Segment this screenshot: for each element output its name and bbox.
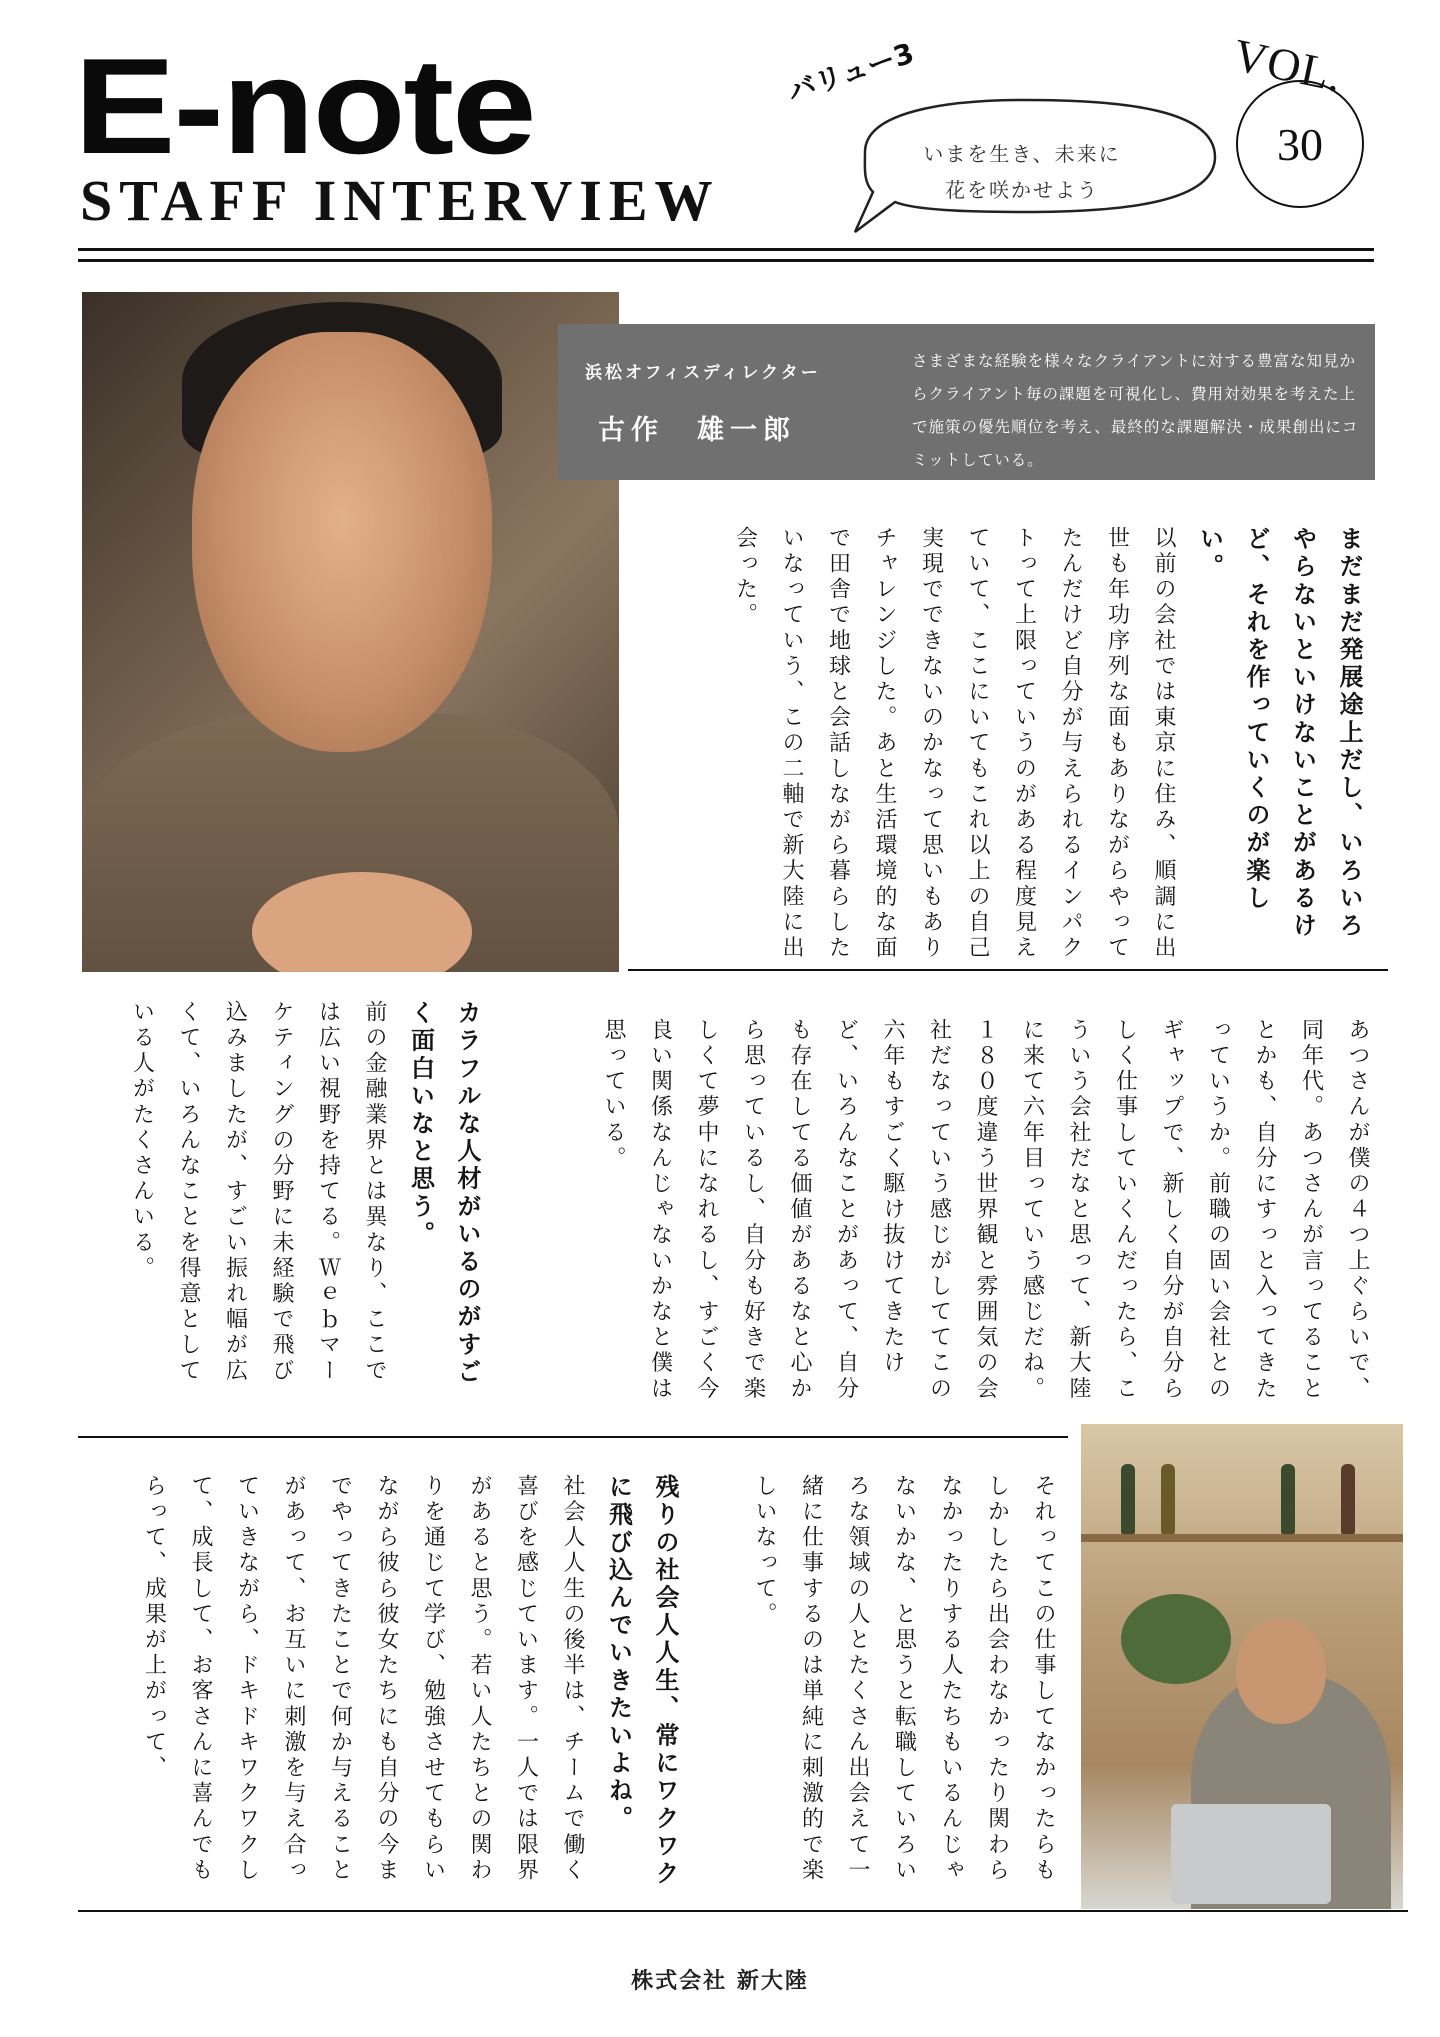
- header-rule-1: [78, 248, 1374, 251]
- header-rule-2: [78, 259, 1374, 262]
- section-5: [60, 1474, 688, 1894]
- motto-line-2: 花を咲かせよう: [945, 178, 1099, 202]
- portrait-photo: [82, 292, 619, 972]
- section-1-heading: まだまだ発展途上だし、いろいろやらないといけないことがあるけど、それを作っていくのが楽しい。: [1195, 526, 1363, 940]
- vol-number: 30: [1236, 80, 1364, 208]
- divider-1: [628, 969, 1388, 971]
- vol-label: VOL.: [1229, 28, 1348, 102]
- section-4: [726, 1474, 1066, 1894]
- section-2-body: あつさんが僕の４つ上ぐらいで、同年代。あつさんが言ってることとかも、自分にすっと入ってきたっていうか。前職の固い会社とのギャップで、新しく自分が自分らしく仕事していくんだったら、こういう会社だなと思って、新大陸に来て六年目っていう感じだね。１８０度違う世界観と雰囲気の会社だなっていう感じがしててこの六年もすごく駆け抜けてきたけど、いろんなことがあって、自分も存在してる価値があるなと心から思っているし、自分も好きで楽しくて夢中になれるし、すごく今良い関係なんじゃないかなと僕は思っている。: [601, 1018, 1370, 1402]
- profile-role: 浜松オフィスディレクター: [585, 363, 821, 383]
- section-1: [632, 526, 1372, 966]
- profile-bio: さまざまな経験を様々なクライアントに対する豊富な知見からクライアント毎の課題を可視化し、費用対効果を考えた上で施策の優先順位を考え、最終的な課題解決・成果創出にコミットしている。: [912, 352, 1359, 469]
- company-name: 株式会社 新大陸: [631, 1969, 809, 1994]
- staff-interview-title: STAFF INTERVIEW: [80, 168, 720, 233]
- section-3-body: 前の金融業界とは異なり、ここでは広い視野を持てる。Ｗｅｂマーケティングの分野に未経験で飛び込みましたが、すごい振れ幅が広くて、いろんなことを得意としている人がたくさんいる。: [129, 1000, 387, 1384]
- profile-name: 古作 雄一郎: [598, 415, 796, 446]
- value-tag: バリュー3: [783, 36, 919, 109]
- motto: [872, 136, 1172, 208]
- speaking-photo: [1081, 1424, 1403, 1909]
- enote-logo: E-note: [74, 30, 535, 182]
- divider-2: [78, 1436, 1068, 1438]
- section-5-heading: 残りの社会人人生、常にワクワクに飛び込んでいきたいよね。: [604, 1474, 679, 1888]
- section-4-body: それってこの仕事してなかったらもしかしたら出会わなかったり関わらなかったりする人たちもいるんじゃないかな、と思うと転職していろいろな領域の人とたくさん出会えて一緒に仕事するのは単純に刺激的で楽しいなって。: [752, 1474, 1056, 1884]
- motto-line-1: いまを生き、未来に: [923, 142, 1121, 166]
- section-2: [550, 1018, 1380, 1418]
- section-5-body: 社会人人生の後半は、チームで働く喜びを感じています。一人では限界があると思う。若い人たちとの関わりを通じて学び、勉強させてもらいながら彼ら彼女たちにも自分の今までやってきたことで何か与えることがあって、お互いに刺激を与え合っていきながら、ドキドキワクワクして、成長して、お客さんに喜んでもらって、成果が上がって、: [141, 1474, 585, 1884]
- divider-3: [78, 1910, 1408, 1912]
- section-3-heading: カラフルな人材がいるのがすごく面白いなと思う。: [406, 1000, 481, 1387]
- section-3: [70, 1000, 490, 1400]
- section-1-body: 以前の会社では東京に住み、順調に出世も年功序列な面もありながらやってたんだけど自分が与えられるインパクトって上限っていうのがある程度見えていて、ここにいてもこれ以上の自己実現でできないのかなって思いもありチャレンジした。あと生活環境的な面で田舎で地球と会話しながら暮らしたいなっていう、この二軸で新大陸に出会った。: [732, 526, 1176, 962]
